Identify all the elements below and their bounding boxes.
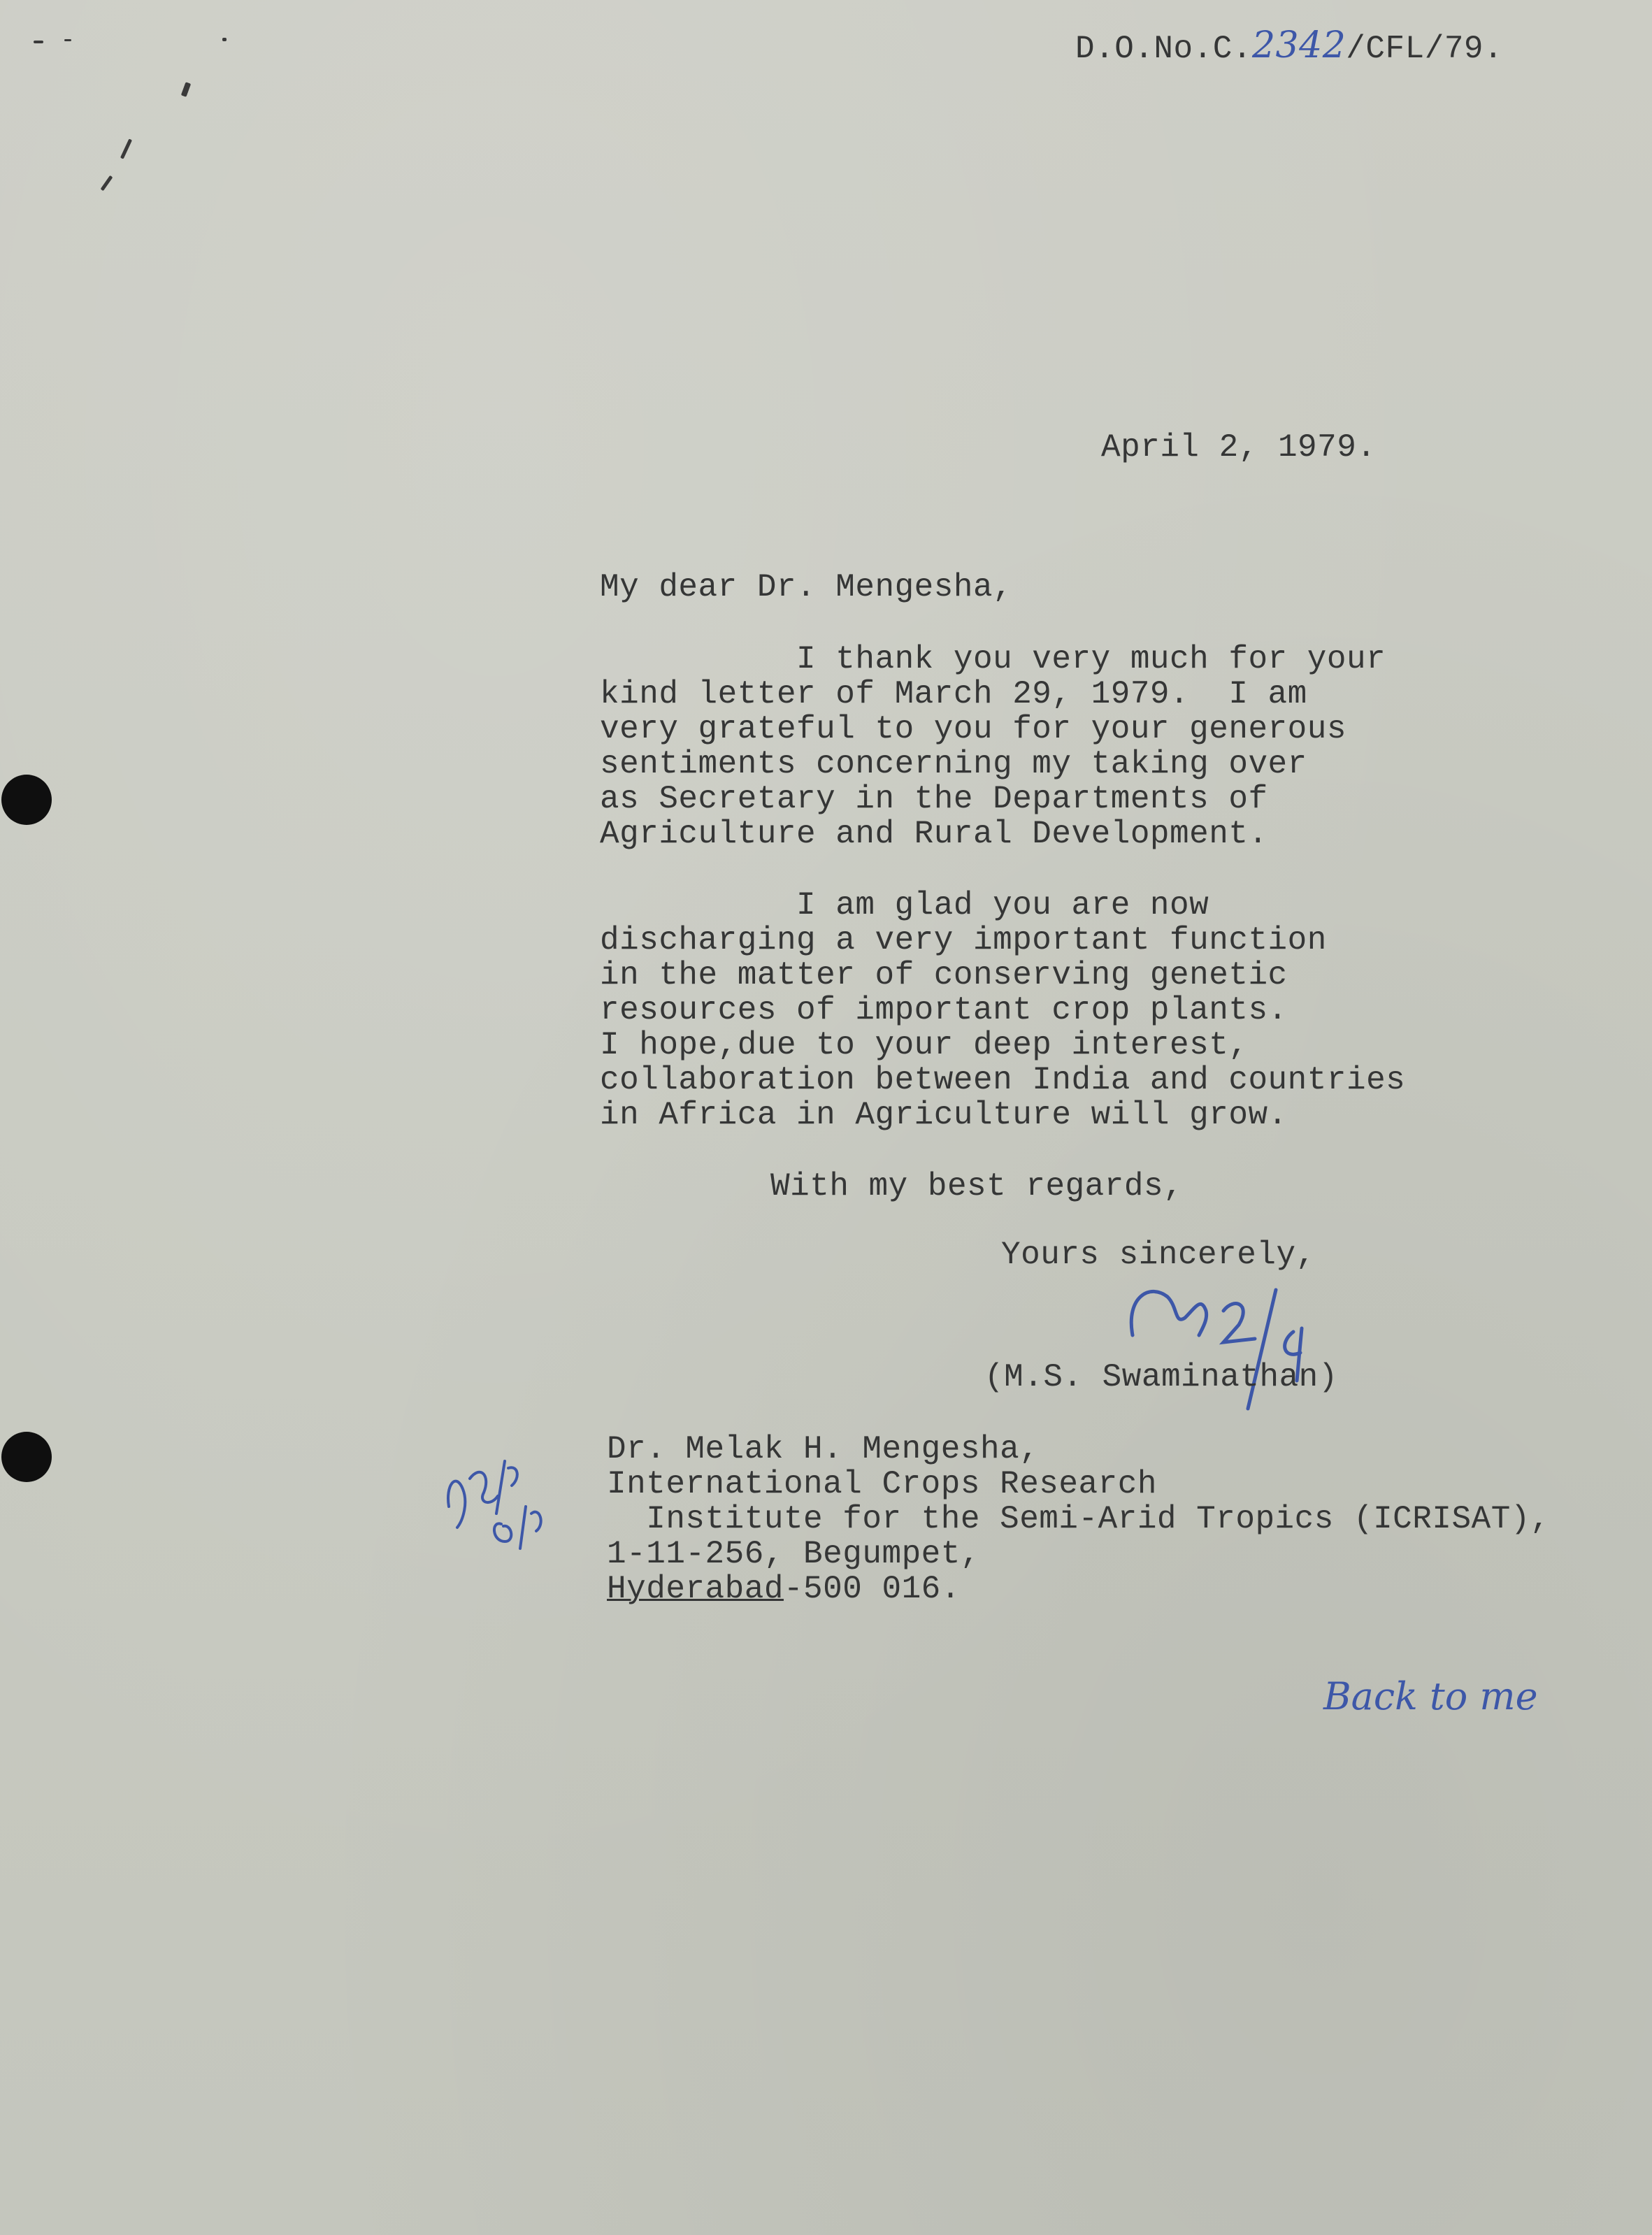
text-line: I am glad you are now [600, 887, 1209, 924]
regards-line: With my best regards, [770, 1168, 1184, 1205]
text-line: as Secretary in the Departments of [600, 781, 1268, 817]
reference-suffix: /CFL/79. [1346, 31, 1504, 67]
punch-hole-bottom [1, 1432, 52, 1482]
address-city: Hyderabad [607, 1571, 784, 1607]
address-line: Institute for the Semi-Arid Tropics (ICRISAT), [607, 1501, 1551, 1537]
text-line: discharging a very important function [600, 922, 1327, 958]
letter-date: April 2, 1979. [1101, 429, 1377, 466]
reference-handwritten-number: 2342 [1251, 24, 1346, 66]
speck [34, 41, 43, 43]
text-line: very grateful to you for your generous [600, 711, 1346, 747]
address-pin: -500 016. [783, 1571, 961, 1607]
signature-mark [1119, 1269, 1349, 1430]
text-line: resources of important crop plants. [600, 992, 1288, 1028]
address-line: International Crops Research [607, 1466, 1157, 1502]
speck [222, 38, 227, 41]
text-line: Agriculture and Rural Development. [600, 816, 1268, 852]
body-paragraph-2 [600, 888, 1405, 1133]
text-line: sentiments concerning my taking over [600, 746, 1307, 782]
address-line: 1-11-256, Begumpet, [607, 1536, 980, 1572]
closing-line: Yours sincerely, [1001, 1237, 1316, 1273]
signatory-name: (M.S. Swaminathan) [984, 1359, 1338, 1395]
text-line: collaboration between India and countries [600, 1062, 1406, 1098]
addressee-block [607, 1432, 1550, 1607]
reference-prefix: D.O.No.C. [1075, 31, 1252, 67]
text-line: I thank you very much for your [600, 641, 1386, 677]
salutation: My dear Dr. Mengesha, [600, 569, 1013, 605]
speck [120, 138, 132, 159]
address-line: Dr. Melak H. Mengesha, [607, 1431, 1040, 1467]
address-line-city [607, 1572, 1550, 1607]
text-line: I hope,due to your deep interest, [600, 1027, 1249, 1063]
speck [181, 82, 191, 97]
punch-hole-top [1, 775, 52, 825]
speck [101, 175, 113, 192]
body-paragraph-1 [600, 642, 1386, 851]
text-line: in the matter of conserving genetic [600, 957, 1288, 993]
handwritten-note: Back to me [1323, 1674, 1538, 1718]
text-line: in Africa in Agriculture will grow. [600, 1097, 1288, 1133]
speck [64, 39, 71, 41]
handwritten-initials [442, 1437, 575, 1562]
text-line: kind letter of March 29, 1979. I am [600, 676, 1307, 712]
reference-number [1075, 24, 1504, 67]
